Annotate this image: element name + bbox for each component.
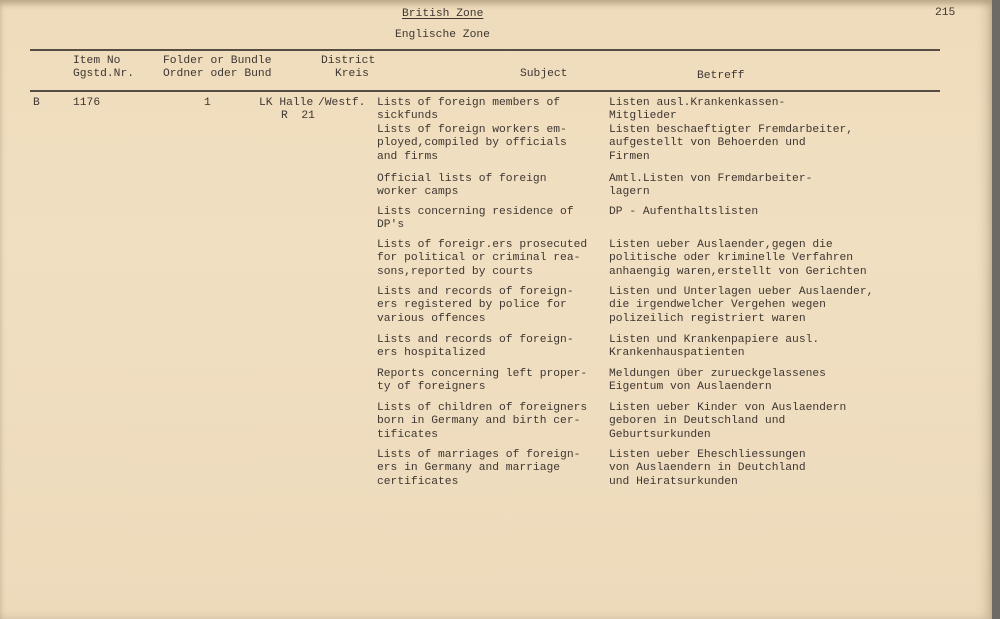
header-top-rule	[30, 49, 940, 51]
entry-subject: Lists and records of foreign- ers registered by police for various offences	[377, 286, 574, 325]
entry-betreff: Meldungen über zurueckgelassenes Eigentum von Auslaendern	[609, 368, 826, 394]
entry-subject: Lists of foreign workers em- ployed,compiled by officials and firms	[377, 124, 567, 163]
entry-subject: Lists of children of foreigners born in Germany and birth cer- tificates	[377, 402, 588, 441]
page-number: 215	[935, 7, 956, 19]
col-subject: Subject	[520, 68, 568, 80]
col-district-de: Kreis	[335, 68, 369, 80]
folder-number: 1	[204, 97, 211, 109]
entry-betreff: Listen ausl.Krankenkassen- Mitglieder	[609, 97, 786, 123]
zone-title: British Zone	[402, 8, 484, 20]
col-betreff: Betreff	[697, 70, 745, 82]
district-name: LK Halle	[259, 97, 314, 109]
entry-subject: Lists concerning residence of DP's	[377, 206, 574, 232]
entry-subject: Lists of marriages of foreign- ers in Germany and marriage certificates	[377, 449, 581, 488]
col-item-no-de: Ggstd.Nr.	[73, 68, 135, 80]
entry-betreff: Listen und Krankenpapiere ausl. Krankenhauspatienten	[609, 334, 820, 360]
entry-subject: Reports concerning left proper- ty of foreigners	[377, 368, 588, 394]
item-number: 1176	[73, 97, 101, 109]
entry-betreff: Listen und Unterlagen ueber Auslaender, die irgendwelcher Vergehen wegen polizeilich registriert waren	[609, 286, 874, 325]
entry-betreff: Listen ueber Eheschliessungen von Auslaendern in Deutchland und Heiratsurkunden	[609, 449, 806, 488]
col-item-no-en: Item No	[73, 55, 121, 67]
entry-betreff: Listen ueber Kinder von Auslaendern geboren in Deutschland und Geburtsurkunden	[609, 402, 847, 441]
entry-betreff: Listen ueber Auslaender,gegen die politische oder kriminelle Verfahren anhaengig waren,erstellt von Gerichten	[609, 239, 867, 278]
district-suffix: /Westf.	[318, 97, 366, 109]
col-folder-de: Ordner oder Bund	[163, 68, 272, 80]
entry-betreff: Amtl.Listen von Fremdarbeiter- lagern	[609, 173, 813, 199]
district-code: R 21	[281, 110, 315, 122]
col-folder-en: Folder or Bundle	[163, 55, 272, 67]
entry-subject: Lists of foreigr.ers prosecuted for political or criminal rea- sons,reported by courts	[377, 239, 588, 278]
entry-subject: Official lists of foreign worker camps	[377, 173, 547, 199]
col-district-en: District	[321, 55, 376, 67]
entry-subject: Lists of foreign members of sickfunds	[377, 97, 561, 123]
entry-betreff: Listen beschaeftigter Fremdarbeiter, aufgestellt von Behoerden und Firmen	[609, 124, 854, 163]
entry-betreff: DP - Aufenthaltslisten	[609, 206, 759, 218]
header-bottom-rule	[30, 90, 940, 92]
zone-code: B	[33, 97, 40, 109]
zone-subtitle: Englische Zone	[395, 29, 490, 41]
entry-subject: Lists and records of foreign- ers hospitalized	[377, 334, 574, 360]
